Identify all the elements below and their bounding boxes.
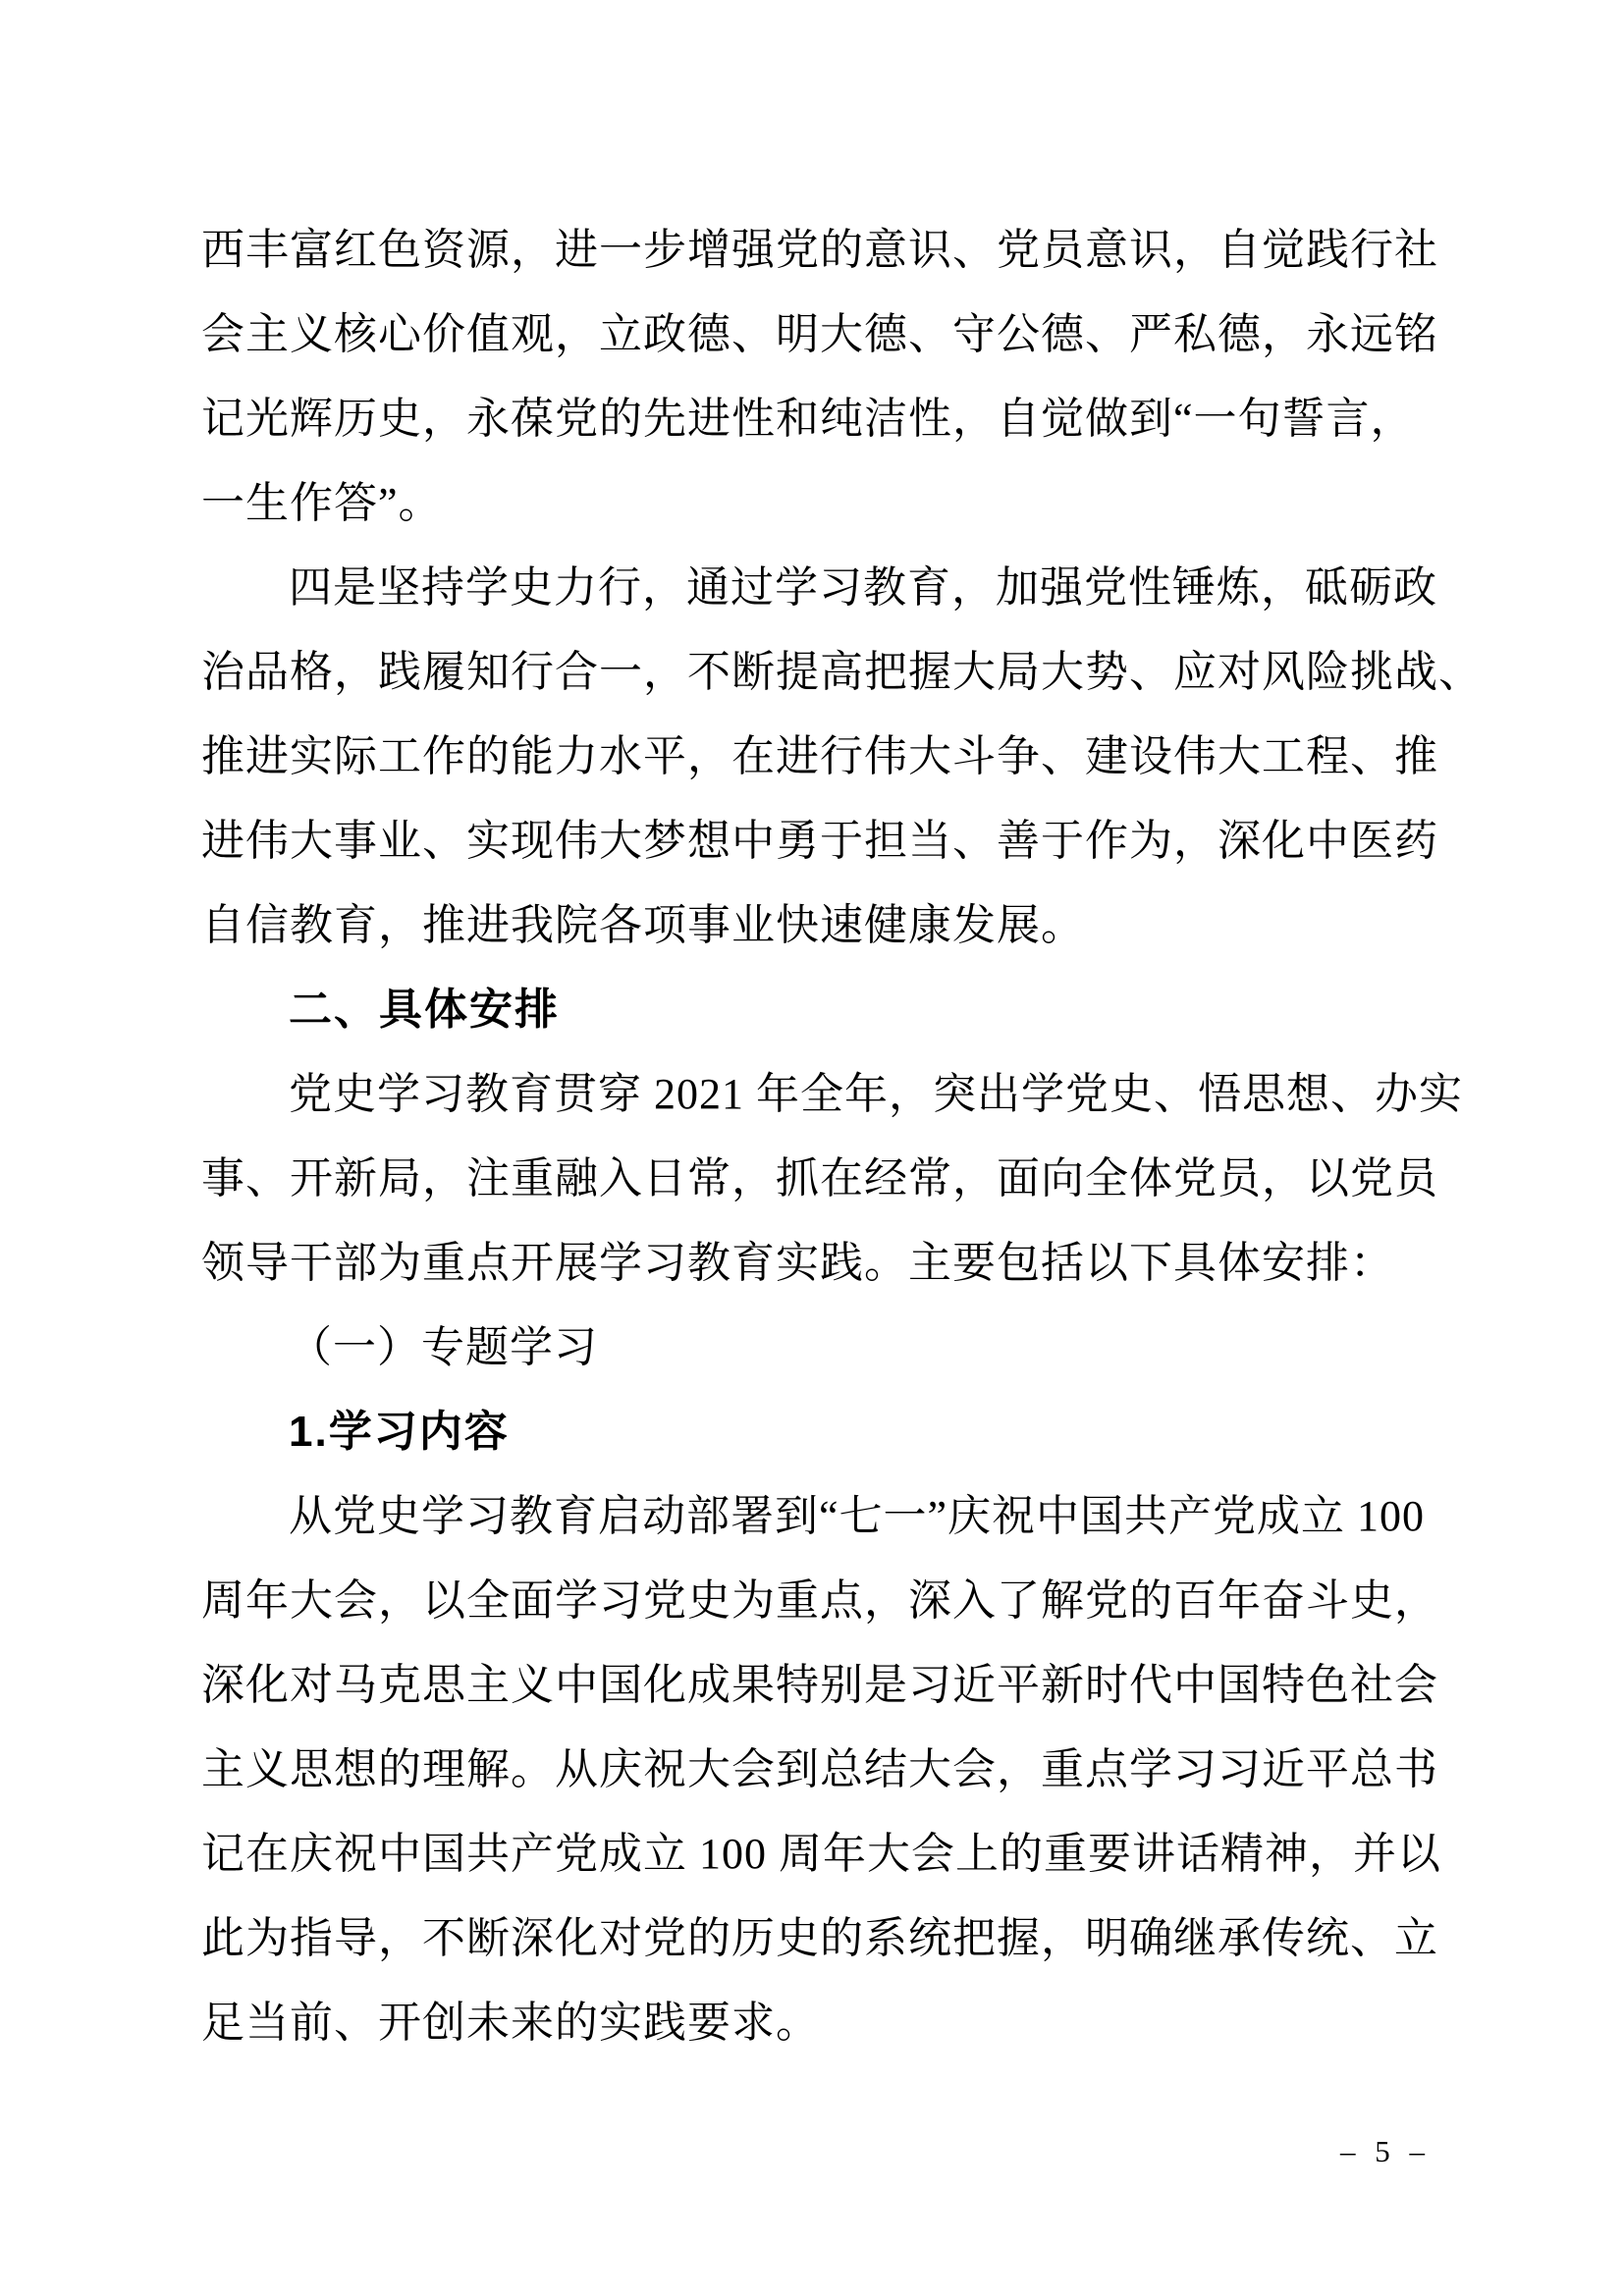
text-line: 从党史学习教育启动部署到“七一”庆祝中国共产党成立 100 (289, 1492, 1426, 1540)
text-line: 深化对马克思主义中国化成果特别是习近平新时代中国特色社会 (201, 1661, 1438, 1709)
text-line: 党史学习教育贯穿 2021 年全年，突出学党史、悟思想、办实 (289, 1070, 1463, 1118)
page-number: – 5 – (1340, 2134, 1431, 2168)
text-line: 会主义核心价值观，立政德、明大德、守公德、严私德，永远铭 (201, 310, 1438, 358)
text-line: 治品格，践履知行合一，不断提高把握大局大势、应对风险挑战、 (201, 648, 1483, 696)
text-line: 1.学习内容 (289, 1408, 510, 1456)
text-line: 一生作答”。 (201, 479, 443, 527)
text-line: 主义思想的理解。从庆祝大会到总结大会，重点学习习近平总书 (201, 1745, 1438, 1793)
text-line: 周年大会，以全面学习党史为重点，深入了解党的百年奋斗史， (201, 1576, 1438, 1625)
text-line: 足当前、开创未来的实践要求。 (201, 1999, 820, 2047)
text-line: 自信教育，推进我院各项事业快速健康发展。 (201, 901, 1085, 949)
text-line: 记光辉历史，永葆党的先进性和纯洁性，自觉做到“一句誓言， (201, 395, 1415, 443)
text-line: 四是坚持学史力行，通过学习教育，加强党性锤炼，砥砺政 (289, 563, 1437, 612)
document-body (201, 208, 1483, 2065)
text-line: 记在庆祝中国共产党成立 100 周年大会上的重要讲话精神，并以 (201, 1830, 1441, 1878)
text-line: 西丰富红色资源，进一步增强党的意识、党员意识，自觉践行社 (201, 226, 1438, 274)
text-line: （一）专题学习 (289, 1323, 598, 1371)
text-line: 领导干部为重点开展学习教育实践。主要包括以下具体安排： (201, 1239, 1394, 1287)
text-line: 事、开新局，注重融入日常，抓在经常，面向全体党员，以党员 (201, 1154, 1438, 1202)
text-line: 进伟大事业、实现伟大梦想中勇于担当、善于作为，深化中医药 (201, 817, 1438, 865)
text-line: 二、具体安排 (289, 986, 560, 1034)
text-line: 推进实际工作的能力水平，在进行伟大斗争、建设伟大工程、推 (201, 732, 1438, 780)
text-line: 此为指导，不断深化对党的历史的系统把握，明确继承传统、立 (201, 1914, 1438, 1962)
